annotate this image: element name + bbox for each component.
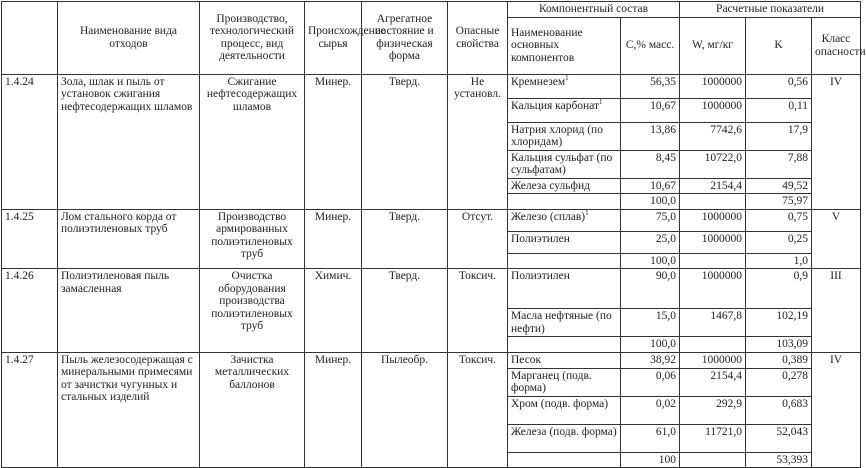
- component-name: [508, 231, 621, 253]
- component-name-text: Полиэтилен: [511, 232, 570, 245]
- component-name: [508, 150, 621, 178]
- hazard-class-header: Класс опасности: [812, 17, 861, 74]
- component-name: [508, 98, 621, 122]
- component-k: 52,043: [746, 424, 812, 452]
- component-concentration: 10,67: [621, 178, 680, 194]
- header-row-1: [2, 2, 861, 18]
- component-k: 0,389: [746, 352, 812, 368]
- waste-state: Тверд.: [362, 74, 448, 209]
- component-concentration: 90,0: [621, 269, 680, 309]
- footnote-mark: 1: [599, 97, 603, 106]
- component-k: 0,11: [746, 98, 812, 122]
- component-w: 1000000: [680, 98, 746, 122]
- waste-hazard: Отсут.: [448, 209, 508, 269]
- waste-name: Лом стального корда от полиэтиленовых труб: [58, 209, 200, 269]
- waste-production: Сжигание нефтесодержащих шламов: [200, 74, 305, 209]
- total-concentration: 100,0: [621, 253, 680, 269]
- waste-name: Пыль железосодержащая с минеральными примесями от зачистки чугунных и стальных изделий: [58, 352, 200, 468]
- total-label-cell: [508, 194, 621, 210]
- component-name: [508, 74, 621, 98]
- component-w: 11721,0: [680, 424, 746, 452]
- waste-state: Пылеобр.: [362, 352, 448, 468]
- component-k: 0,278: [746, 368, 812, 396]
- component-name-text: Кальция карбонат: [511, 99, 600, 112]
- hazard-class: V: [812, 209, 861, 269]
- component-name-text: Масла нефтяные (по нефти): [511, 310, 612, 335]
- component-name-text: Песок: [511, 353, 542, 366]
- waste-origin: Минер.: [305, 74, 362, 209]
- component-name: [508, 352, 621, 368]
- component-k: 0,683: [746, 396, 812, 424]
- component-k: 0,9: [746, 269, 812, 309]
- footnote-mark: 1: [585, 208, 589, 217]
- component-w: 10722,0: [680, 150, 746, 178]
- component-w: 1467,8: [680, 309, 746, 337]
- component-concentration: 75,0: [621, 209, 680, 231]
- component-name-text: Кальция сульфат (по сульфатам): [511, 151, 613, 176]
- component-name: [508, 122, 621, 150]
- composition-header: Компонентный состав: [508, 2, 680, 18]
- waste-origin: Минер.: [305, 209, 362, 269]
- total-k: 75,97: [746, 194, 812, 210]
- total-concentration: 100,0: [621, 337, 680, 353]
- calculated-header: Расчетные показатели: [680, 2, 861, 18]
- component-w: 1000000: [680, 231, 746, 253]
- waste-hazard: Токсич.: [448, 269, 508, 353]
- waste-origin: Химич.: [305, 269, 362, 353]
- hazard-header: Опасные свойства: [448, 2, 508, 75]
- component-concentration: 61,0: [621, 424, 680, 452]
- footnote-mark: 1: [565, 73, 569, 82]
- w-header: W, мг/кг: [680, 17, 746, 74]
- component-k: 0,75: [746, 209, 812, 231]
- component-concentration: 8,45: [621, 150, 680, 178]
- total-k: 53,393: [746, 452, 812, 468]
- concentration-header: С,% масс.: [621, 17, 680, 74]
- component-w: 292,9: [680, 396, 746, 424]
- hazard-class: IV: [812, 74, 861, 209]
- total-k: 1,0: [746, 253, 812, 269]
- waste-name: Полиэтиленовая пыль замасленная: [58, 269, 200, 353]
- waste-table: [1, 1, 866, 468]
- hazard-class: IV: [812, 352, 861, 468]
- component-w: 2154,4: [680, 178, 746, 194]
- state-header: Агрегатное состояние и физическая форма: [362, 2, 448, 75]
- component-names-header: Наименование основных компонентов: [508, 17, 621, 74]
- component-concentration: 38,92: [621, 352, 680, 368]
- component-concentration: 15,0: [621, 309, 680, 337]
- component-name-text: Железа сульфид: [511, 179, 590, 192]
- waste-production: Очистка оборудования производства полиэтиленовых труб: [200, 269, 305, 353]
- component-concentration: 10,67: [621, 98, 680, 122]
- component-concentration: 56,35: [621, 74, 680, 98]
- total-label-cell: [508, 253, 621, 269]
- component-name: [508, 309, 621, 337]
- waste-production: Производство армированных полиэтиленовых труб: [200, 209, 305, 269]
- waste-code: 1.4.26: [2, 269, 58, 353]
- total-concentration: 100,0: [621, 194, 680, 210]
- component-k: 49,52: [746, 178, 812, 194]
- name-header: Наименование вида отходов: [58, 2, 200, 75]
- total-w-cell: [680, 337, 746, 353]
- total-label-cell: [508, 452, 621, 468]
- component-name: [508, 396, 621, 424]
- waste-origin: Минер.: [305, 352, 362, 468]
- total-k: 103,09: [746, 337, 812, 353]
- component-name-text: Кремнезем: [511, 75, 566, 88]
- k-header: K: [746, 17, 812, 74]
- total-w-cell: [680, 452, 746, 468]
- total-w-cell: [680, 194, 746, 210]
- code-header: [2, 2, 58, 75]
- component-k: 7,88: [746, 150, 812, 178]
- component-name-text: Железа (подв. форма): [511, 425, 617, 438]
- component-k: 17,9: [746, 122, 812, 150]
- component-name: [508, 368, 621, 396]
- component-w: 1000000: [680, 74, 746, 98]
- component-concentration: 0,06: [621, 368, 680, 396]
- waste-row: [2, 269, 861, 309]
- component-w: 7742,6: [680, 122, 746, 150]
- component-concentration: 25,0: [621, 231, 680, 253]
- component-name: [508, 209, 621, 231]
- component-name: [508, 424, 621, 452]
- component-name: [508, 269, 621, 309]
- component-k: 0,56: [746, 74, 812, 98]
- component-w: 1000000: [680, 352, 746, 368]
- waste-production: Зачистка металлических баллонов: [200, 352, 305, 468]
- waste-code: 1.4.25: [2, 209, 58, 269]
- total-concentration: 100: [621, 452, 680, 468]
- waste-code: 1.4.24: [2, 74, 58, 209]
- waste-row: [2, 352, 861, 368]
- component-concentration: 13,86: [621, 122, 680, 150]
- waste-row: [2, 74, 861, 98]
- waste-state: Тверд.: [362, 269, 448, 353]
- waste-name: Зола, шлак и пыль от установок сжигания нефтесодержащих шламов: [58, 74, 200, 209]
- component-name-text: Натрия хлорид (по хлоридам): [511, 123, 603, 148]
- component-k: 0,25: [746, 231, 812, 253]
- component-name-text: Хром (подв. форма): [511, 397, 609, 410]
- waste-row: [2, 209, 861, 231]
- component-w: 1000000: [680, 269, 746, 309]
- component-concentration: 0,02: [621, 396, 680, 424]
- total-label-cell: [508, 337, 621, 353]
- component-w: 2154,4: [680, 368, 746, 396]
- origin-header: Происхождение сырья: [305, 2, 362, 75]
- component-name: [508, 178, 621, 194]
- component-w: 1000000: [680, 209, 746, 231]
- total-w-cell: [680, 253, 746, 269]
- component-name-text: Полиэтилен: [511, 270, 570, 282]
- waste-hazard: Токсич.: [448, 352, 508, 468]
- production-header: Производство, технологический процесс, вид деятельности: [200, 2, 305, 75]
- component-k: 102,19: [746, 309, 812, 337]
- component-name-text: Железо (сплав): [511, 210, 586, 223]
- waste-code: 1.4.27: [2, 352, 58, 468]
- waste-state: Тверд.: [362, 209, 448, 269]
- waste-hazard: Не установл.: [448, 74, 508, 209]
- hazard-class: III: [812, 269, 861, 353]
- component-name-text: Марганец (подв. форма): [511, 369, 592, 394]
